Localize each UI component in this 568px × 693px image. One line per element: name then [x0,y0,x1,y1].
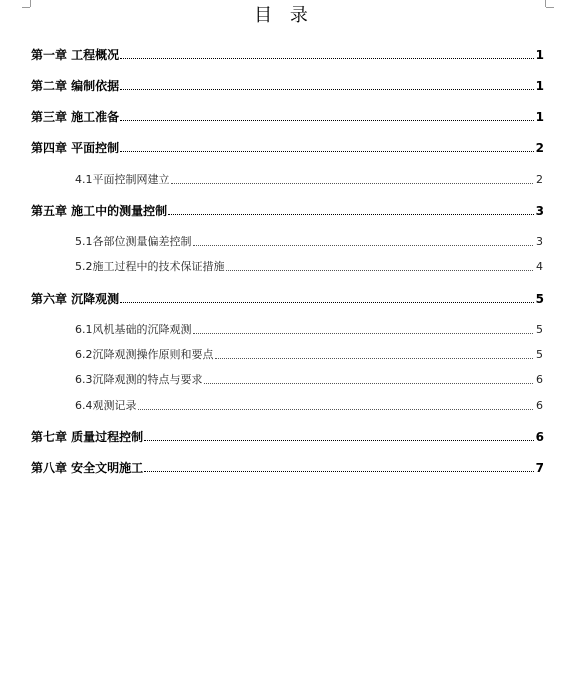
toc-page-number: 6 [535,430,544,444]
dot-leader [144,440,533,441]
toc-entry-label: 第五章 施工中的测量控制 [31,204,168,218]
toc-page-number: 1 [535,48,544,62]
toc-entry-label: 第四章 平面控制 [31,141,120,155]
dot-leader [144,471,533,472]
toc-entry-label: 第二章 编制依据 [31,79,120,93]
toc-page-number: 6 [536,373,543,386]
toc-page-number: 7 [535,461,544,475]
toc-page-number: 6 [536,399,543,412]
toc-entry-label: 第七章 质量过程控制 [31,430,144,444]
toc-entry-label: 4.1平面控制网建立 [75,173,170,186]
toc-page-number: 2 [536,173,543,186]
toc-page-number: 4 [536,260,543,273]
toc-entry-label: 6.2沉降观测操作原则和要点 [75,348,214,361]
dot-leader [171,183,534,184]
toc-page-number: 5 [536,323,543,336]
toc-section-entry[interactable] [75,171,543,187]
dot-leader [168,214,533,215]
dot-leader [204,383,534,384]
toc-section-entry[interactable] [75,346,543,362]
toc-section-entry[interactable] [75,258,543,274]
dot-leader [120,302,533,303]
toc-entry-label: 第八章 安全文明施工 [31,461,144,475]
toc-section-entry[interactable] [75,397,543,413]
toc-chapter-entry[interactable] [31,459,544,475]
dot-leader [226,270,534,271]
toc-entry-label: 5.1各部位测量偏差控制 [75,235,192,248]
dot-leader [120,120,533,121]
toc-section-entry[interactable] [75,233,543,249]
toc-chapter-entry[interactable] [31,290,544,306]
toc-page-number: 5 [536,348,543,361]
toc-chapter-entry[interactable] [31,46,544,62]
toc-entry-label: 第六章 沉降观测 [31,292,120,306]
toc-entry-label: 5.2施工过程中的技术保证措施 [75,260,225,273]
dot-leader [215,358,534,359]
toc-page-number: 2 [535,141,544,155]
dot-leader [120,151,533,152]
toc-section-entry[interactable] [75,321,543,337]
toc-title: 目 录 [254,5,314,26]
dot-leader [120,89,533,90]
toc-page-number: 3 [536,235,543,248]
toc-chapter-entry[interactable] [31,139,544,155]
dot-leader [120,58,533,59]
toc-entry-label: 第三章 施工准备 [31,110,120,124]
dot-leader [193,333,534,334]
toc-chapter-entry[interactable] [31,202,544,218]
toc-chapter-entry[interactable] [31,108,544,124]
toc-chapter-entry[interactable] [31,428,544,444]
toc-section-entry[interactable] [75,371,543,387]
dot-leader [193,245,534,246]
toc-entry-label: 6.1风机基础的沉降观测 [75,323,192,336]
toc-page-number: 5 [535,292,544,306]
toc-page-number: 3 [535,204,544,218]
dot-leader [138,409,534,410]
toc-page-number: 1 [535,110,544,124]
toc-entry-label: 6.4观测记录 [75,399,137,412]
toc-page-number: 1 [535,79,544,93]
toc-entry-label: 第一章 工程概况 [31,48,120,62]
toc-chapter-entry[interactable] [31,77,544,93]
toc-entry-label: 6.3沉降观测的特点与要求 [75,373,203,386]
